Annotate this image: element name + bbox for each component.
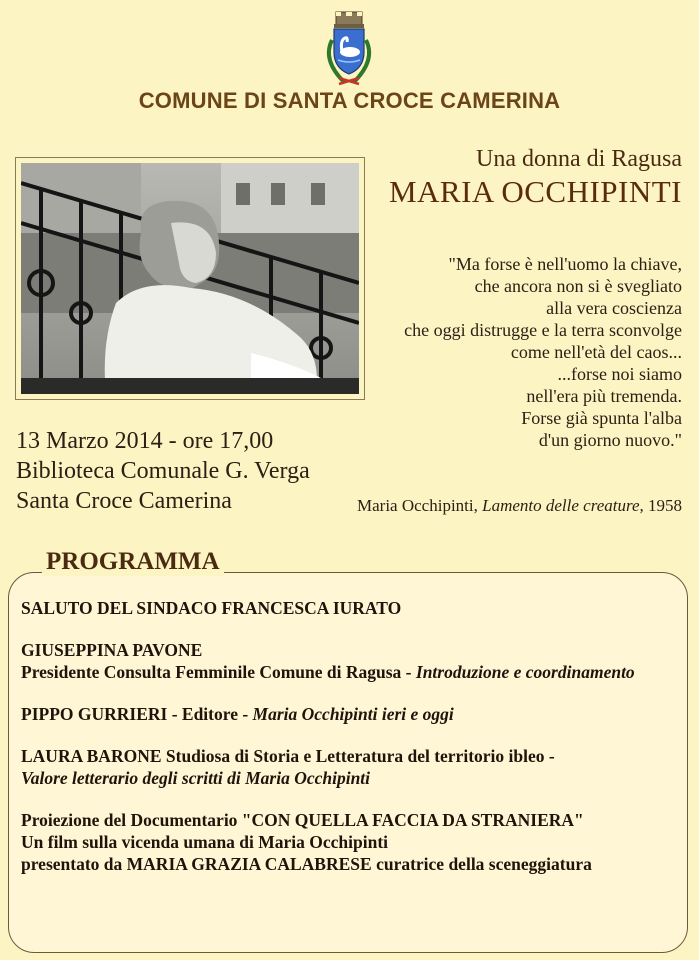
- citation-work: Lamento delle creature: [482, 496, 640, 515]
- documentary-line: presentato da MARIA GRAZIA CALABRESE curatrice della sceneggiatura: [21, 854, 592, 874]
- talk-topic: Valore letterario degli scritti di Maria Occhipinti: [21, 768, 371, 788]
- photo-image: [21, 163, 359, 394]
- event-datetime: 13 Marzo 2014 - ore 17,00: [16, 428, 274, 454]
- program-item: [21, 597, 681, 619]
- quote-line: ...forse noi siamo: [557, 364, 682, 384]
- quote-line: alla vera coscienza: [546, 298, 682, 318]
- quote-citation: [357, 496, 682, 516]
- program-item-text: SALUTO DEL SINDACO FRANCESCA IURATO: [21, 598, 402, 618]
- quote-block: [404, 253, 682, 451]
- documentary-line: Proiezione del Documentario "CON QUELLA FACCIA DA STRANIERA": [21, 810, 584, 830]
- speaker-role: Presidente Consulta Femminile Comune di Ragusa -: [21, 662, 416, 682]
- main-title: MARIA OCCHIPINTI: [388, 174, 682, 209]
- speaker-name: LAURA BARONE Studiosa di Storia e Letteratura del territorio ibleo -: [21, 746, 555, 766]
- program-list: [21, 597, 681, 895]
- program-item: [21, 745, 681, 789]
- citation-author: Maria Occhipinti,: [357, 496, 478, 515]
- quote-line: "Ma forse è nell'uomo la chiave,: [448, 254, 682, 274]
- event-info: [16, 426, 310, 516]
- program-heading: PROGRAMMA: [42, 548, 224, 576]
- event-venue: Biblioteca Comunale G. Verga: [16, 458, 310, 484]
- quote-line: come nell'età del caos...: [510, 342, 682, 362]
- speaker-name: GIUSEPPINA PAVONE: [21, 640, 203, 660]
- subtitle: Una donna di Ragusa: [476, 146, 682, 172]
- portrait-photo: [15, 157, 365, 400]
- quote-line: d'un giorno nuovo.": [538, 430, 682, 450]
- quote-line: Forse già spunta l'alba: [521, 408, 682, 428]
- talk-topic: Introduzione e coordinamento: [415, 662, 635, 682]
- speaker-name: PIPPO GURRIERI - Editore -: [21, 704, 253, 724]
- documentary-line: Un film sulla vicenda umana di Maria Occhipinti: [21, 832, 389, 852]
- quote-line: che oggi distrugge e la terra sconvolge: [404, 320, 682, 340]
- talk-topic: Maria Occhipinti ieri e oggi: [252, 704, 454, 724]
- municipality-title: COMUNE DI SANTA CROCE CAMERINA: [138, 88, 561, 113]
- program-item: [21, 639, 681, 683]
- citation-year: , 1958: [639, 496, 682, 515]
- program-item: [21, 703, 681, 725]
- quote-line: nell'era più tremenda.: [526, 386, 682, 406]
- event-town: Santa Croce Camerina: [16, 488, 232, 514]
- quote-line: che ancora non si è svegliato: [474, 276, 682, 296]
- program-item: [21, 809, 681, 875]
- coat-of-arms-icon: [314, 10, 384, 90]
